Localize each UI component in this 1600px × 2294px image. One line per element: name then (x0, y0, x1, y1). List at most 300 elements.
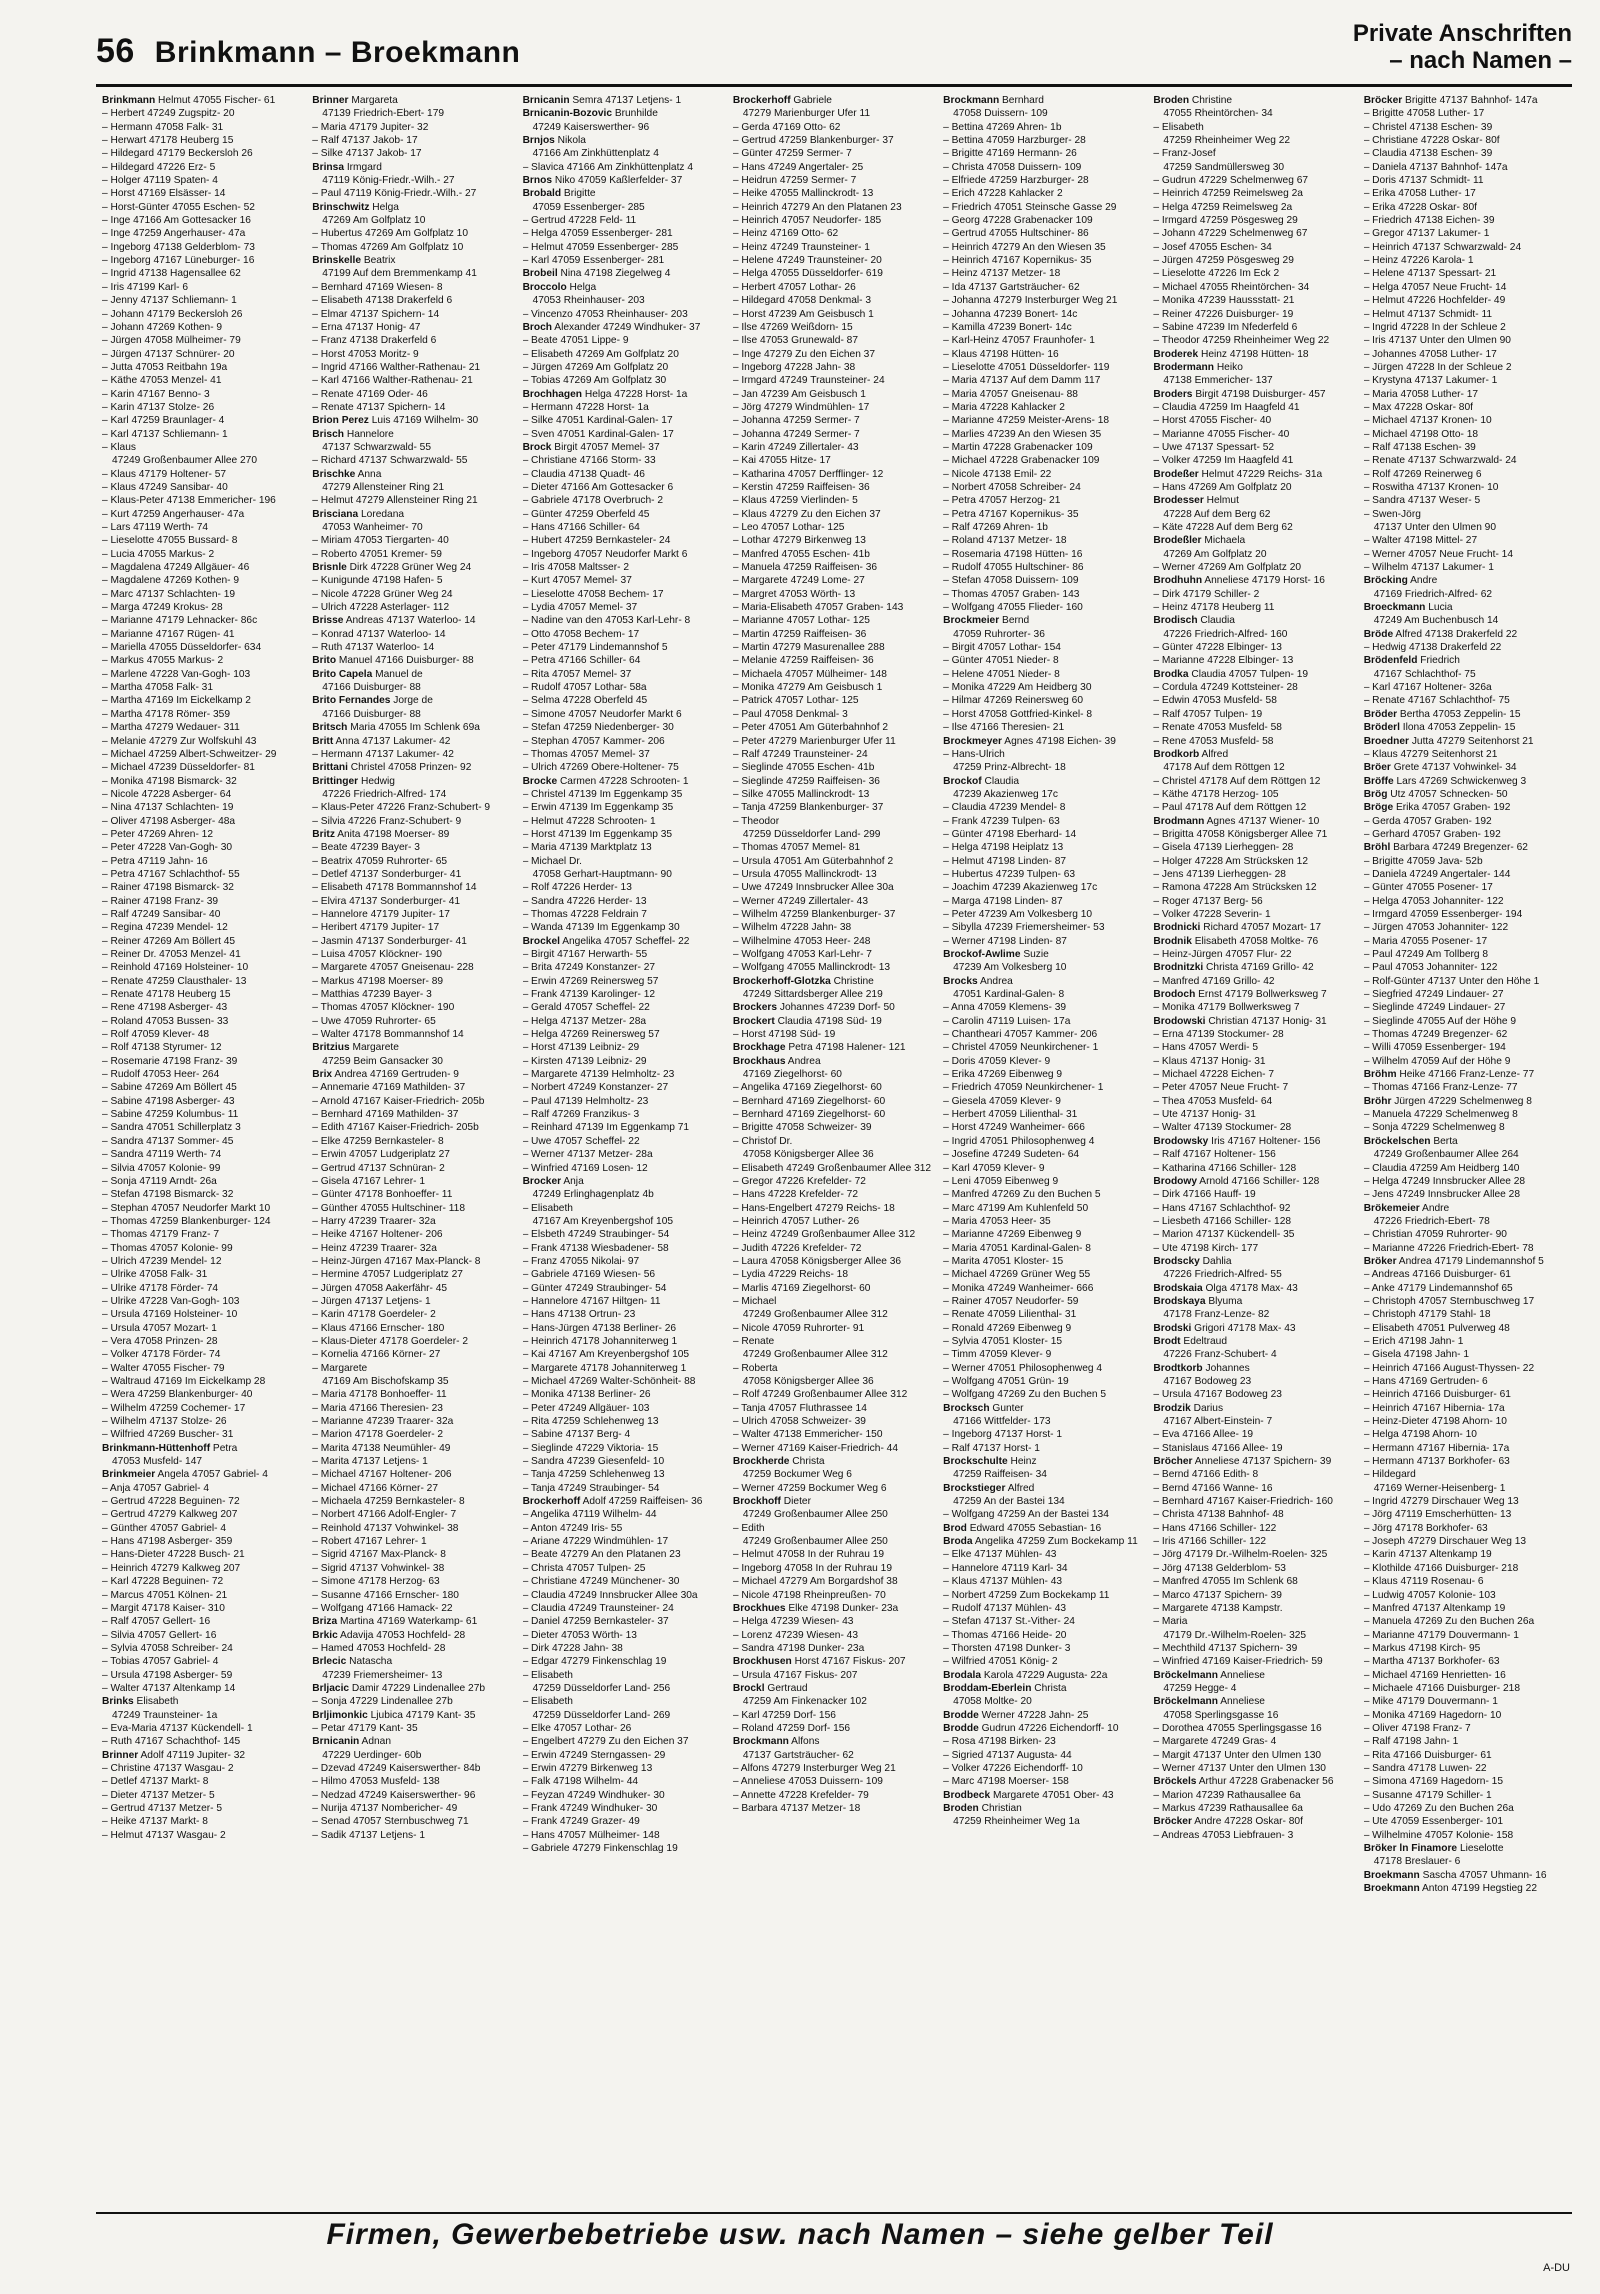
entry-text: Ljubica 47179 Kant- 35 (367, 1709, 476, 1721)
directory-entry (102, 241, 304, 254)
directory-entry (733, 761, 935, 774)
entry-text: Gertraud (764, 1682, 808, 1694)
directory-entry (733, 534, 935, 547)
entry-text: – Volker 47226 Eichendorff- 10 (943, 1762, 1083, 1774)
directory-entry (312, 1402, 514, 1415)
entry-text: Grete 47137 Vohwinkel- 34 (1390, 762, 1517, 774)
directory-entry (523, 1749, 725, 1762)
entry-text: – Peter 47228 Van-Gogh- 30 (102, 842, 233, 854)
entry-text: Dieter (780, 1496, 811, 1508)
entry-text: – Ursula 47057 Mozart- 1 (102, 1322, 217, 1334)
directory-entry (1364, 1522, 1566, 1535)
directory-entry (312, 881, 514, 894)
entry-text: Karola 47229 Augusta- 22a (981, 1669, 1108, 1681)
entry-text: – Oliver 47198 Asberger- 48a (102, 815, 236, 827)
entry-text: – Sabine 47269 Am Böllert 45 (102, 1082, 237, 1094)
entry-text: – Gertrud 47137 Metzer- 5 (102, 1803, 223, 1814)
entry-text: – Helmut 47198 Linden- 87 (943, 855, 1067, 867)
entry-text: Beatrix (360, 255, 396, 267)
entry-text: – Claudia 47249 Innsbrucker Allee 30a (522, 1589, 698, 1601)
directory-entry (943, 1348, 1145, 1361)
entry-text: Iris 47167 Holtener- 156 (1208, 1135, 1321, 1147)
entry-text: – Norbert 47058 Schreiber- 24 (943, 481, 1081, 493)
entry-text: 47259 Prinz-Albrecht- 18 (953, 762, 1066, 774)
directory-entry (523, 601, 725, 614)
entry-text: 47119 König-Friedr.-Wilh.- 27 (322, 175, 455, 187)
directory-entry (102, 321, 304, 334)
directory-entry (523, 121, 725, 134)
directory-entry (312, 855, 514, 868)
entry-text: – Simone 47057 Neudorfer Markt 6 (522, 708, 682, 720)
directory-entry (1364, 841, 1566, 854)
directory-entry (523, 654, 725, 667)
directory-entry (1153, 1682, 1355, 1695)
entry-text: – Lydia 47057 Memel- 37 (522, 602, 638, 614)
entry-text: – Susanne 47179 Schiller- 1 (1363, 1789, 1492, 1801)
entry-text: 47279 Allensteiner Ring 21 (322, 481, 445, 493)
entry-text: – Renate 47169 Oder- 46 (312, 388, 428, 400)
directory-entry (1153, 428, 1355, 441)
directory-entry (523, 1242, 725, 1255)
entry-text: – Gabriele 47169 Wiesen- 56 (522, 1269, 656, 1281)
entry-text: – Sieglinde 47259 Raiffeisen- 36 (732, 775, 880, 787)
entry-text: – Günter 47178 Bonhoeffer- 11 (312, 1189, 453, 1201)
directory-entry (312, 694, 514, 707)
directory-entry (733, 801, 935, 814)
directory-entry (733, 815, 935, 828)
entry-text: – Helga 47055 Düsseldorfer- 619 (732, 268, 883, 280)
entry-text: – Thomas 47057 Graben- 143 (943, 588, 1080, 600)
directory-entry (943, 1428, 1145, 1441)
directory-entry (102, 1268, 304, 1281)
directory-entry (943, 1295, 1145, 1308)
entry-text: – Gudrun 47229 Schelmenweg 67 (1153, 175, 1309, 187)
entry-text: – Heinrich 47057 Neudorfer- 185 (732, 215, 882, 227)
entry-text: – Marlies 47239 An den Wiesen 35 (943, 428, 1102, 440)
directory-entry (1153, 1829, 1355, 1842)
directory-entry (733, 481, 935, 494)
directory-entry (733, 107, 935, 120)
directory-entry (1364, 1215, 1566, 1228)
entry-surname: Brito (312, 655, 337, 667)
entry-text: – Thorsten 47198 Dunker- 3 (943, 1642, 1071, 1654)
entry-text: – Heinrich 47279 An den Wiesen 35 (943, 241, 1106, 253)
entry-text: – Monika 47229 Am Heidberg 30 (943, 682, 1092, 694)
directory-entry (102, 1362, 304, 1375)
entry-text: – Gerda 47057 Graben- 192 (1363, 815, 1492, 827)
directory-entry (1364, 1749, 1566, 1762)
entry-text: – Karl 47167 Holtener- 326a (1363, 682, 1492, 694)
entry-text: – Hans 47169 Gertruden- 6 (1363, 1376, 1488, 1387)
entry-text: – Ingrid 47228 In der Schleue 2 (1363, 321, 1506, 333)
entry-text: – Jürgen 47269 Am Golfplatz 20 (522, 361, 669, 373)
directory-entry (102, 1282, 304, 1295)
entry-text: – Feyzan 47249 Windhuker- 30 (522, 1789, 665, 1801)
entry-text: – Christel 47178 Auf dem Röttgen 12 (1153, 775, 1321, 787)
directory-entry (1153, 468, 1355, 481)
directory-entry (102, 201, 304, 214)
entry-surname: Brkic (312, 1629, 338, 1641)
entry-text: 47166 Am Zinkhüttenplatz 4 (532, 148, 659, 160)
directory-entry (523, 935, 725, 948)
directory-entry (943, 107, 1145, 120)
directory-entry (943, 121, 1145, 134)
directory-entry (102, 374, 304, 387)
directory-entry (1364, 828, 1566, 841)
directory-entry (523, 1468, 725, 1481)
entry-text: Martina 47169 Waterkamp- 61 (337, 1616, 478, 1628)
entry-text: – Gregor 47226 Krefelder- 72 (732, 1175, 866, 1187)
entry-text: Dahlia (1199, 1255, 1232, 1267)
directory-entry (312, 788, 514, 801)
directory-entry (733, 334, 935, 347)
directory-entry (312, 1388, 514, 1401)
directory-entry (733, 1001, 935, 1014)
entry-text: – Dieter 47053 Wörth- 13 (522, 1629, 637, 1641)
directory-entry (1153, 1388, 1355, 1401)
entry-text: – Thomas 47259 Blankenburger- 124 (102, 1215, 271, 1227)
directory-entry (523, 1789, 725, 1802)
directory-entry (312, 1802, 514, 1815)
entry-text: Angelika 47057 Scheffel- 22 (559, 935, 690, 947)
entry-text: – Ulrich 47239 Mendel- 12 (102, 1255, 222, 1267)
entry-surname: Brockerhoff (522, 1496, 581, 1508)
directory-entry (102, 561, 304, 574)
entry-text: – Jürgen 47058 Mülheimer- 79 (102, 335, 241, 347)
entry-text: – Stefan 47058 Duissern- 109 (943, 575, 1079, 587)
directory-entry (523, 681, 725, 694)
directory-entry (733, 414, 935, 427)
directory-entry (733, 1055, 935, 1068)
entry-text: – Bernd 47166 Wanne- 16 (1153, 1482, 1273, 1494)
directory-entry (523, 1148, 725, 1161)
entry-text: – Heinz-Jürgen 47167 Max-Planck- 8 (312, 1255, 481, 1267)
entry-surname: Brisciana (312, 508, 359, 520)
entry-text: – Tobias 47269 Am Golfplatz 30 (522, 375, 667, 387)
directory-entry (1153, 361, 1355, 374)
directory-entry (1153, 1735, 1355, 1748)
entry-text: – Heinz 47249 Traunsteiner- 1 (732, 241, 870, 253)
directory-entry (943, 1081, 1145, 1094)
directory-entry (1153, 588, 1355, 601)
directory-entry (102, 921, 304, 934)
directory-entry (943, 1442, 1145, 1455)
entry-text: – Karl 47059 Klever- 9 (943, 1162, 1045, 1174)
directory-entry (102, 267, 304, 280)
directory-entry (733, 1322, 935, 1335)
entry-surname: Brnos (522, 175, 552, 187)
entry-surname: Brocker (522, 1175, 562, 1187)
directory-entry (733, 641, 935, 654)
directory-entry (943, 935, 1145, 948)
directory-entry (312, 1495, 514, 1508)
directory-entry (1364, 1121, 1566, 1134)
directory-entry (1153, 1081, 1355, 1094)
directory-entry (1153, 815, 1355, 828)
entry-text: – Marianne 47167 Rügen- 41 (102, 628, 235, 640)
entry-text: Margareta (348, 95, 398, 106)
directory-entry (523, 1108, 725, 1121)
entry-text: – Markus 47198 Kirch- 95 (1363, 1642, 1481, 1654)
entry-text: – Patrick 47057 Lothar- 125 (732, 695, 859, 707)
entry-text: – Konrad 47137 Waterloo- 14 (312, 628, 446, 640)
directory-entry (943, 494, 1145, 507)
directory-entry (523, 748, 725, 761)
entry-text: 47259 Rheinheimer Weg 1a (953, 1816, 1080, 1828)
directory-entry (733, 561, 935, 574)
entry-text: – Jenny 47137 Schliemann- 1 (102, 295, 237, 307)
directory-entry (102, 454, 304, 467)
directory-entry (1364, 775, 1566, 788)
directory-entry (312, 801, 514, 814)
directory-entry (733, 948, 935, 961)
entry-text: – Nicole 47138 Emil- 22 (943, 468, 1052, 480)
entry-text: – Horst 47239 Am Geisbusch 1 (732, 308, 874, 320)
directory-entry (102, 721, 304, 734)
directory-entry (1364, 681, 1566, 694)
directory-entry (1364, 1028, 1566, 1041)
directory-entry (312, 1709, 514, 1722)
directory-entry (1153, 1722, 1355, 1735)
directory-entry (943, 668, 1145, 681)
entry-surname: Broders (1153, 388, 1193, 400)
entry-text: – Hans 47057 Werdi- 5 (1153, 1042, 1258, 1054)
entry-text: 47259 Am Finkenacker 102 (742, 1696, 867, 1708)
entry-text: – Gertrud 47228 Beguinen- 72 (102, 1496, 240, 1508)
entry-text: Petra (210, 1442, 238, 1454)
directory-entry (102, 935, 304, 948)
entry-text: – Thomas 47269 Am Golfplatz 10 (312, 241, 464, 253)
directory-entry (1153, 1669, 1355, 1682)
entry-text: – Vera 47058 Prinzen- 28 (102, 1335, 218, 1347)
directory-entry (943, 681, 1145, 694)
entry-text: – Elisabeth (522, 1202, 573, 1214)
directory-entry (312, 1095, 514, 1108)
entry-text: – Roger 47137 Berg- 56 (1153, 895, 1263, 907)
directory-entry (1364, 1268, 1566, 1281)
directory-entry (312, 294, 514, 307)
entry-text: 47167 Schlachthof- 75 (1373, 668, 1476, 680)
entry-text: – Helmut 47058 In der Ruhrau 19 (732, 1549, 885, 1561)
entry-surname: Brnicanin-Bozovic (522, 108, 612, 120)
directory-entry (312, 321, 514, 334)
entry-text: – Inge 47279 Zu den Eichen 37 (732, 348, 876, 360)
entry-text: – Herbert 47057 Lothar- 26 (732, 281, 856, 293)
entry-text: – Mike 47179 Douvermann- 1 (1363, 1696, 1498, 1708)
directory-entry (312, 121, 514, 134)
entry-text: 47166 Wittfelder- 173 (953, 1416, 1051, 1428)
entry-text: – Swen-Jörg (1363, 508, 1421, 520)
entry-text: – Irmgard 47059 Essenberger- 194 (1363, 908, 1523, 920)
entry-text: – Maria 47228 Kahlacker 2 (943, 401, 1065, 413)
directory-entry (733, 1455, 935, 1468)
directory-entry (102, 1041, 304, 1054)
directory-entry (1364, 441, 1566, 454)
entry-text: – Sigrid 47137 Vohwinkel- 38 (312, 1562, 445, 1574)
entry-text: 47259 An der Bastei 134 (953, 1496, 1065, 1508)
entry-text: – Monika 47179 Bollwerksweg 7 (1153, 1002, 1300, 1014)
directory-entry (523, 201, 725, 214)
directory-entry (523, 134, 725, 147)
directory-entry (102, 588, 304, 601)
entry-text: – Marga 47249 Krokus- 28 (102, 602, 223, 614)
entry-text: – Peter 47239 Am Volkesberg 10 (943, 908, 1093, 920)
directory-entry (1364, 1095, 1566, 1108)
directory-entry (102, 895, 304, 908)
entry-text: – Winfried 47169 Losen- 12 (522, 1162, 648, 1174)
entry-text: – Hans-Dieter 47228 Busch- 21 (102, 1549, 245, 1561)
entry-text: 47249 Am Buchenbusch 14 (1373, 615, 1499, 627)
directory-entry (1153, 1602, 1355, 1615)
directory-entry (1364, 1495, 1566, 1508)
entry-text: 47169 Werner-Heisenberg- 1 (1373, 1482, 1506, 1494)
entry-text: – Miriam 47053 Tiergarten- 40 (312, 535, 449, 547)
directory-entry (943, 988, 1145, 1001)
entry-text: Anneliese 47137 Spichern- 39 (1192, 1456, 1332, 1468)
entry-surname: Brockel (522, 935, 560, 947)
entry-text: 47139 Friedrich-Ebert- 179 (322, 108, 445, 120)
entry-text: – Gertrud 47279 Kalkweg 207 (102, 1509, 238, 1521)
directory-entry (312, 1669, 514, 1682)
directory-entry (312, 1722, 514, 1735)
directory-entry (943, 361, 1145, 374)
entry-text: – Jürgen 47058 Aakerfähr- 45 (312, 1282, 448, 1294)
entry-text: – Klaus-Peter 47226 Franz-Schubert- 9 (312, 802, 491, 814)
directory-entry (523, 1709, 725, 1722)
entry-text: – Angelika 47119 Wilhelm- 44 (522, 1509, 657, 1521)
directory-entry (943, 855, 1145, 868)
entry-text: – Michael 47055 Rheintörchen- 34 (1153, 281, 1310, 293)
directory-entry (1364, 735, 1566, 748)
directory-entry (312, 708, 514, 721)
entry-text: – Kerstin 47259 Raiffeisen- 36 (732, 481, 870, 493)
directory-entry (102, 1348, 304, 1361)
directory-entry (733, 735, 935, 748)
directory-entry (733, 1669, 935, 1682)
entry-text: Adavija 47053 Hochfeld- 28 (337, 1629, 466, 1641)
directory-entry (102, 161, 304, 174)
entry-text: – Rolf 47138 Styrumer- 12 (102, 1042, 222, 1054)
directory-entry (1153, 1095, 1355, 1108)
entry-surname: Brocke (522, 775, 558, 787)
entry-surname: Brodhuhn (1153, 575, 1203, 587)
directory-entry (102, 1402, 304, 1415)
directory-entry (733, 1775, 935, 1788)
entry-text: – Ute 47198 Kirch- 177 (1153, 1242, 1259, 1254)
entry-text: Loredana (358, 508, 405, 520)
entry-text: – Renate (732, 1335, 775, 1347)
directory-entry (312, 1508, 514, 1521)
entry-text: – Ralf 47167 Holtener- 156 (1153, 1149, 1276, 1161)
directory-entry (1364, 494, 1566, 507)
directory-entry (733, 1402, 935, 1415)
section-title-line2: – nach Namen – (1389, 47, 1572, 74)
directory-entry (1364, 1335, 1566, 1348)
entry-text: – Eva-Maria 47137 Kückendell- 1 (102, 1722, 253, 1734)
entry-text: – Ralf 47137 Jakob- 17 (312, 135, 418, 147)
entry-text: – Marion 47239 Rathausallee 6a (1153, 1789, 1301, 1801)
entry-text: Anna 47137 Lakumer- 42 (333, 735, 451, 747)
directory-entry (1364, 948, 1566, 961)
entry-text: – Margit 47137 Unter den Ulmen 130 (1153, 1749, 1322, 1761)
entry-surname: Broden (1153, 95, 1190, 106)
entry-text: – Horst 47055 Fischer- 40 (1153, 415, 1272, 427)
entry-text: – Jens 47139 Lierheggen- 28 (1153, 868, 1286, 880)
entry-text: – Lydia 47229 Reichs- 18 (732, 1269, 848, 1281)
entry-text: Niko 47059 Kaßlerfelder- 37 (552, 175, 683, 187)
entry-surname: Bröckelmann (1153, 1669, 1218, 1681)
entry-text: Christa 47169 Grillo- 42 (1203, 962, 1314, 974)
directory-entry (943, 1068, 1145, 1081)
entry-text: – Christel 47139 Im Eggenkamp 35 (522, 788, 683, 800)
directory-entry (523, 414, 725, 427)
directory-entry (943, 321, 1145, 334)
entry-text: – Elisabeth 47051 Pulverweg 48 (1363, 1322, 1510, 1334)
entry-text: Andrea (977, 975, 1013, 987)
directory-entry (312, 1215, 514, 1228)
directory-entry (312, 868, 514, 881)
entry-text: – Ruth 47167 Schachthof- 145 (102, 1736, 241, 1748)
entry-text: – Roberto 47051 Kremer- 59 (312, 548, 442, 560)
directory-entry (1153, 1789, 1355, 1802)
directory-entry (1364, 361, 1566, 374)
entry-text: – Hildegard (1363, 1469, 1416, 1481)
directory-column-1 (100, 94, 310, 2198)
directory-entry (102, 94, 304, 107)
entry-text: – Werner 47137 Metzer- 28a (522, 1149, 653, 1161)
directory-entry (312, 1602, 514, 1615)
entry-surname: Brinkmann (102, 95, 156, 106)
directory-entry (733, 1095, 935, 1108)
entry-text: – Hans 47249 Angertaler- 25 (732, 161, 864, 173)
directory-entry (733, 428, 935, 441)
entry-text: – Petra 47167 Kopernikus- 35 (943, 508, 1079, 520)
directory-entry (102, 1108, 304, 1121)
entry-text: – Lorenz 47239 Wiesen- 43 (732, 1629, 859, 1641)
entry-surname: Bröckelschen (1363, 1135, 1431, 1147)
entry-text: – Margarete 47138 Kampstr. (1153, 1602, 1283, 1614)
entry-text: – Elisabeth 47178 Bommannshof 14 (312, 882, 477, 894)
entry-surname: Brockerhoff-Glotzka (732, 975, 831, 987)
directory-entry (523, 668, 725, 681)
directory-entry (1153, 321, 1355, 334)
entry-text: – Ilse 47166 Theresien- 21 (943, 722, 1065, 734)
directory-entry (1153, 1402, 1355, 1415)
directory-entry (1364, 1802, 1566, 1815)
directory-entry (1364, 254, 1566, 267)
directory-entry (102, 1815, 304, 1828)
entry-text: 47229 Uerdinger- 60b (322, 1749, 422, 1761)
entry-text: – Holger 47228 Am Strücksken 12 (1153, 855, 1309, 867)
directory-entry (312, 1522, 514, 1535)
entry-text: – Renate 47137 Schwarzwald- 24 (1363, 455, 1517, 467)
directory-entry (312, 1642, 514, 1655)
directory-entry (312, 574, 514, 587)
entry-surname: Brljacic (312, 1682, 350, 1694)
entry-text: – Petra 47057 Herzog- 21 (943, 495, 1061, 507)
entry-text: – Arnold 47167 Kaiser-Friedrich- 205b (312, 1095, 485, 1107)
entry-text: 47249 Großenbaumer Allee 250 (742, 1536, 888, 1548)
directory-entry (943, 254, 1145, 267)
directory-entry (733, 1202, 935, 1215)
entry-text: – Christoph 47179 Stahl- 18 (1363, 1309, 1491, 1321)
entry-text: – Heike 47055 Mallinckrodt- 13 (732, 188, 874, 200)
directory-entry (733, 1482, 935, 1495)
entry-text: – Sylvia 47051 Kloster- 15 (943, 1335, 1063, 1347)
entry-text: – Irmgard 47259 Pösgesweg 29 (1153, 215, 1298, 227)
directory-entry (943, 201, 1145, 214)
entry-text: – Christiane 47166 Storm- 33 (522, 455, 656, 467)
